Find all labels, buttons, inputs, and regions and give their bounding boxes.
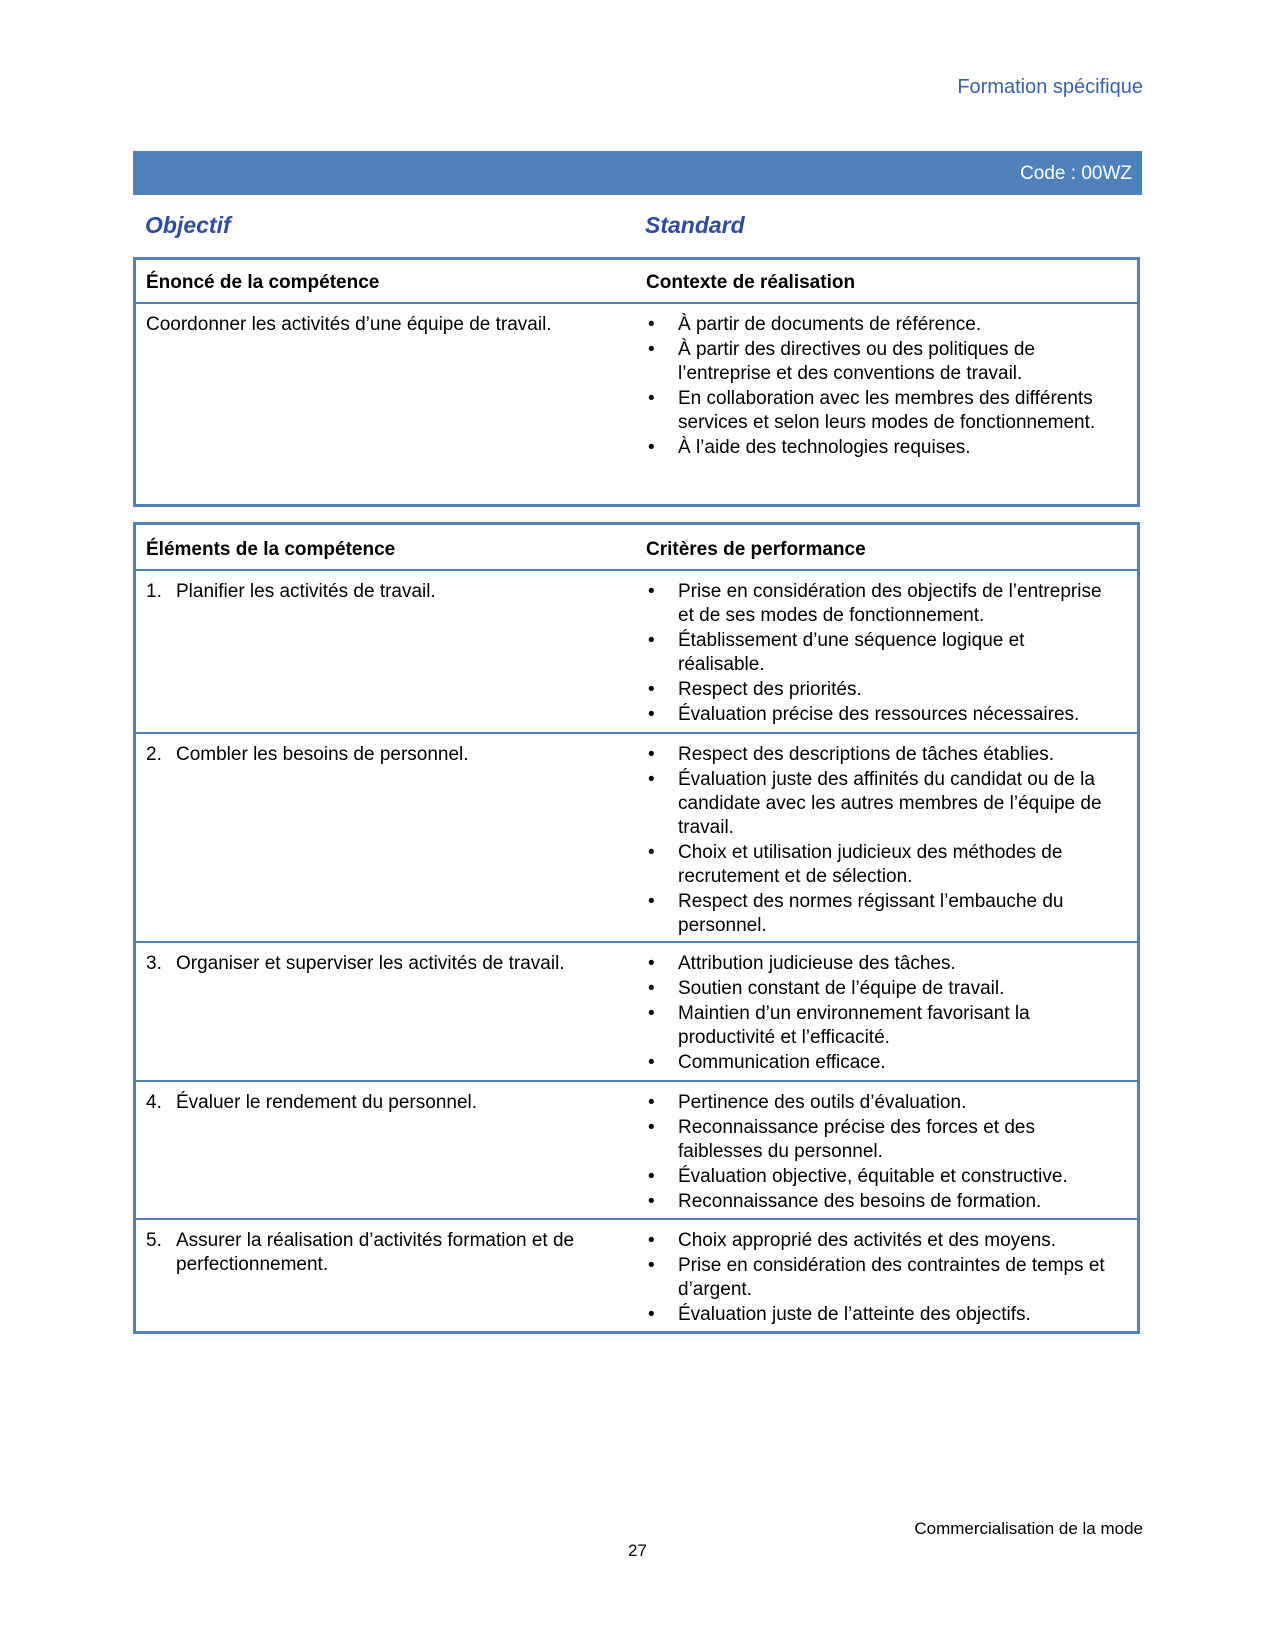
criteria-item: • Respect des descriptions de tâches établies. [646, 743, 1116, 767]
objectif-heading: Objectif [145, 212, 231, 238]
criteria-item: • Respect des priorités. [646, 678, 1116, 702]
criteria-item: • Soutien constant de l’équipe de travail. [646, 977, 1116, 1001]
element-number: 4. [146, 1092, 162, 1113]
criteria-item: • Pertinence des outils d’évaluation. [646, 1091, 1116, 1115]
program-name: Commercialisation de la mode [914, 1519, 1143, 1538]
criteria-item: • Prise en considération des contraintes de temps et d’argent. [646, 1254, 1116, 1302]
section-title: Formation spécifique [957, 76, 1143, 98]
criteria-cell [646, 1091, 1116, 1215]
element-number: 3. [146, 953, 162, 974]
criteria-item: • Évaluation précise des ressources nécessaires. [646, 703, 1116, 727]
criteres-header: Critères de performance [646, 539, 866, 560]
criteria-item: • Attribution judicieuse des tâches. [646, 952, 1116, 976]
criteria-item: • Respect des normes régissant l’embauche du personnel. [646, 890, 1116, 938]
criteria-cell [646, 580, 1116, 728]
table-row [136, 734, 1137, 943]
criteria-list [646, 1091, 1116, 1214]
element-cell [146, 743, 616, 767]
criteria-item: • Communication efficace. [646, 1051, 1116, 1075]
standard-heading: Standard [645, 212, 745, 238]
page-number: 27 [628, 1541, 647, 1560]
competency-code: Code : 00WZ [1020, 163, 1132, 184]
section-headings [145, 212, 1135, 242]
code-banner [133, 151, 1142, 195]
criteria-item: • Choix approprié des activités et des moyens. [646, 1229, 1116, 1253]
criteria-item: • Reconnaissance précise des forces et des faiblesses du personnel. [646, 1116, 1116, 1164]
context-item: • À partir des directives ou des politiques de l’entreprise et des conventions de travail. [646, 338, 1116, 386]
element-cell [146, 580, 616, 604]
element-text: Organiser et superviser les activités de travail. [176, 953, 565, 974]
criteria-cell [646, 743, 1116, 939]
competence-row [136, 304, 1137, 504]
criteria-list [646, 743, 1116, 938]
element-cell [146, 952, 616, 976]
table-row [136, 1082, 1137, 1220]
criteria-item: • Établissement d’une séquence logique et réalisable. [646, 629, 1116, 677]
criteria-item: • Évaluation juste des affinités du candidat ou de la candidate avec les autres membres de l’équipe de travail. [646, 768, 1116, 840]
context-item: • En collaboration avec les membres des différents services et selon leurs modes de fonctionnement. [646, 387, 1116, 435]
element-number: 5. [146, 1230, 162, 1251]
element-cell [146, 1091, 616, 1115]
table-row [136, 1220, 1137, 1334]
context-list-wrap [646, 313, 1116, 461]
competence-table [133, 257, 1140, 507]
element-text: Combler les besoins de personnel. [176, 744, 469, 765]
criteria-list [646, 1229, 1116, 1327]
elements-table [133, 522, 1140, 1334]
context-list [646, 313, 1116, 460]
element-text: Planifier les activités de travail. [176, 581, 436, 602]
criteria-item: • Reconnaissance des besoins de formation. [646, 1190, 1116, 1214]
criteria-item: • Maintien d’un environnement favorisant la productivité et l’efficacité. [646, 1002, 1116, 1050]
element-cell [146, 1229, 616, 1277]
context-item: • À partir de documents de référence. [646, 313, 1116, 337]
elements-header: Éléments de la compétence [146, 539, 396, 560]
criteria-item: • Prise en considération des objectifs de l’entreprise et de ses modes de fonctionnement. [646, 580, 1116, 628]
criteria-list [646, 580, 1116, 727]
criteria-cell [646, 952, 1116, 1076]
criteria-item: • Évaluation juste de l’atteinte des objectifs. [646, 1303, 1116, 1327]
element-text: Évaluer le rendement du personnel. [176, 1092, 478, 1113]
context-item: • À l’aide des technologies requises. [646, 436, 1116, 460]
table-row [136, 571, 1137, 734]
enonce-header: Énoncé de la compétence [146, 272, 380, 293]
criteria-item: • Choix et utilisation judicieux des méthodes de recrutement et de sélection. [646, 841, 1116, 889]
element-number: 2. [146, 744, 162, 765]
competence-statement: Coordonner les activités d’une équipe de travail. [146, 314, 552, 335]
table-row [136, 943, 1137, 1082]
criteria-item: • Évaluation objective, équitable et constructive. [646, 1165, 1116, 1189]
contexte-header: Contexte de réalisation [646, 272, 856, 293]
criteria-list [646, 952, 1116, 1075]
criteria-cell [646, 1229, 1116, 1328]
competence-header-row [136, 260, 1137, 304]
element-text: Assurer la réalisation d’activités formation et de perfectionnement. [176, 1230, 575, 1275]
elements-header-row [136, 525, 1137, 571]
element-number: 1. [146, 581, 162, 602]
